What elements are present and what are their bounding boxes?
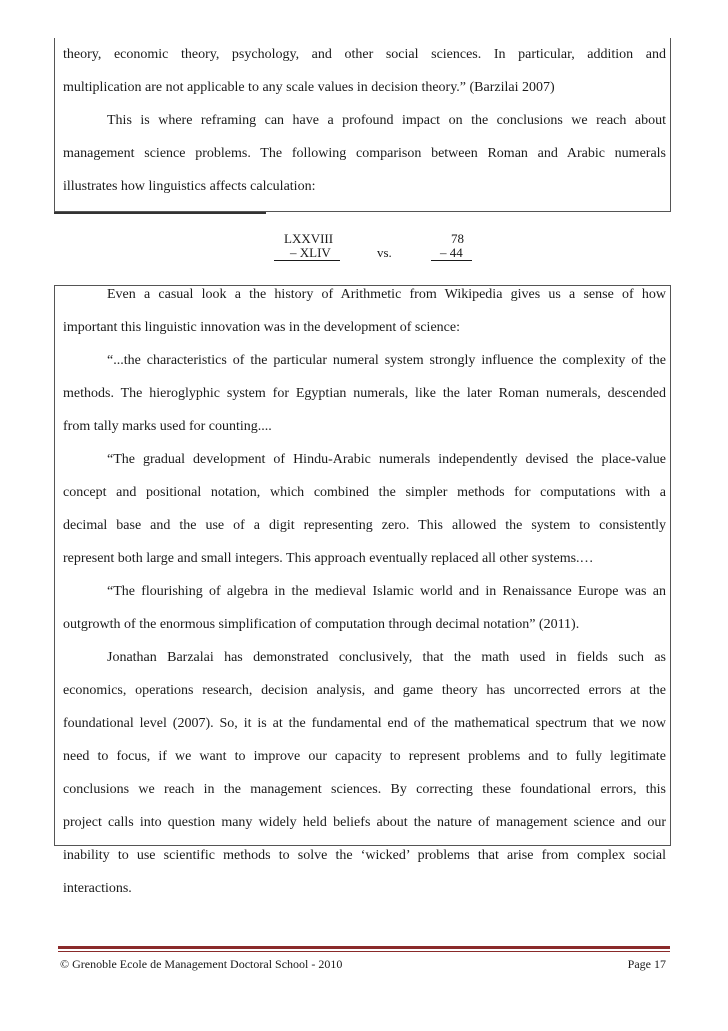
- text-line: represent both large and small integers. This approach eventually replaced all other systems.…: [63, 551, 594, 566]
- text-line: from tally marks used for counting....: [63, 419, 272, 434]
- footer-copyright: © Grenoble Ecole de Management Doctoral School - 2010: [60, 957, 343, 971]
- roman-minuend: LXXVIII: [284, 231, 334, 246]
- text-line: foundational level (2007). So, it is at the fundamental end of the mathematical spectrum that we now: [63, 716, 666, 731]
- frame-divider: [54, 212, 266, 214]
- text-line: inability to use scientific methods to solve the ‘wicked’ problems that arise from complex social: [63, 848, 666, 863]
- text-line: project calls into question many widely held beliefs about the nature of management science and our: [63, 815, 666, 830]
- text-line: “...the characteristics of the particular numeral system strongly influence the complexity of the: [107, 353, 666, 368]
- arabic-subtrahend: – 44: [440, 245, 463, 260]
- text-line: conclusions we reach in the management sciences. By correcting these foundational errors, this: [63, 782, 666, 797]
- text-line: Jonathan Barzalai has demonstrated conclusively, that the math used in fields such as: [107, 650, 666, 665]
- text-line: illustrates how linguistics affects calculation:: [63, 179, 316, 194]
- text-line: need to focus, if we want to improve our capacity to represent problems and to fully legitimate: [63, 749, 666, 764]
- text-line: theory, economic theory, psychology, and other social sciences. In particular, addition and: [63, 47, 666, 62]
- roman-subtrahend: – XLIV: [290, 245, 331, 260]
- text-line: This is where reframing can have a profound impact on the conclusions we reach about: [107, 113, 666, 128]
- footer-rule-thick: [58, 946, 670, 949]
- text-line: “The flourishing of algebra in the medieval Islamic world and in Renaissance Europe was an: [107, 584, 666, 599]
- text-line: management science problems. The following comparison between Roman and Arabic numerals: [63, 146, 666, 161]
- arabic-underline: [431, 260, 472, 261]
- text-line: multiplication are not applicable to any scale values in decision theory.” (Barzilai 2007): [63, 80, 555, 95]
- vs-label: vs.: [377, 245, 392, 260]
- text-line: important this linguistic innovation was in the development of science:: [63, 320, 460, 335]
- text-line: outgrowth of the enormous simplification of computation through decimal notation” (2011).: [63, 617, 580, 632]
- roman-underline: [274, 260, 340, 261]
- footer-rule-thin: [58, 951, 670, 952]
- text-line: Even a casual look a the history of Arithmetic from Wikipedia gives us a sense of how: [107, 287, 666, 302]
- top-text-block: [63, 38, 666, 203]
- text-line: “The gradual development of Hindu-Arabic numerals independently devised the place-value: [107, 452, 666, 467]
- text-line: interactions.: [63, 881, 132, 896]
- text-line: concept and positional notation, which combined the simpler methods for computations with a: [63, 485, 666, 500]
- text-line: methods. The hieroglyphic system for Egyptian numerals, like the later Roman numerals, descended: [63, 386, 666, 401]
- text-line: economics, operations research, decision analysis, and game theory has uncorrected errors at the: [63, 683, 666, 698]
- main-text-block: [63, 278, 666, 905]
- arabic-minuend: 78: [451, 231, 464, 246]
- text-line: decimal base and the use of a digit representing zero. This allowed the system to consistently: [63, 518, 666, 533]
- page-number: Page 17: [627, 957, 666, 971]
